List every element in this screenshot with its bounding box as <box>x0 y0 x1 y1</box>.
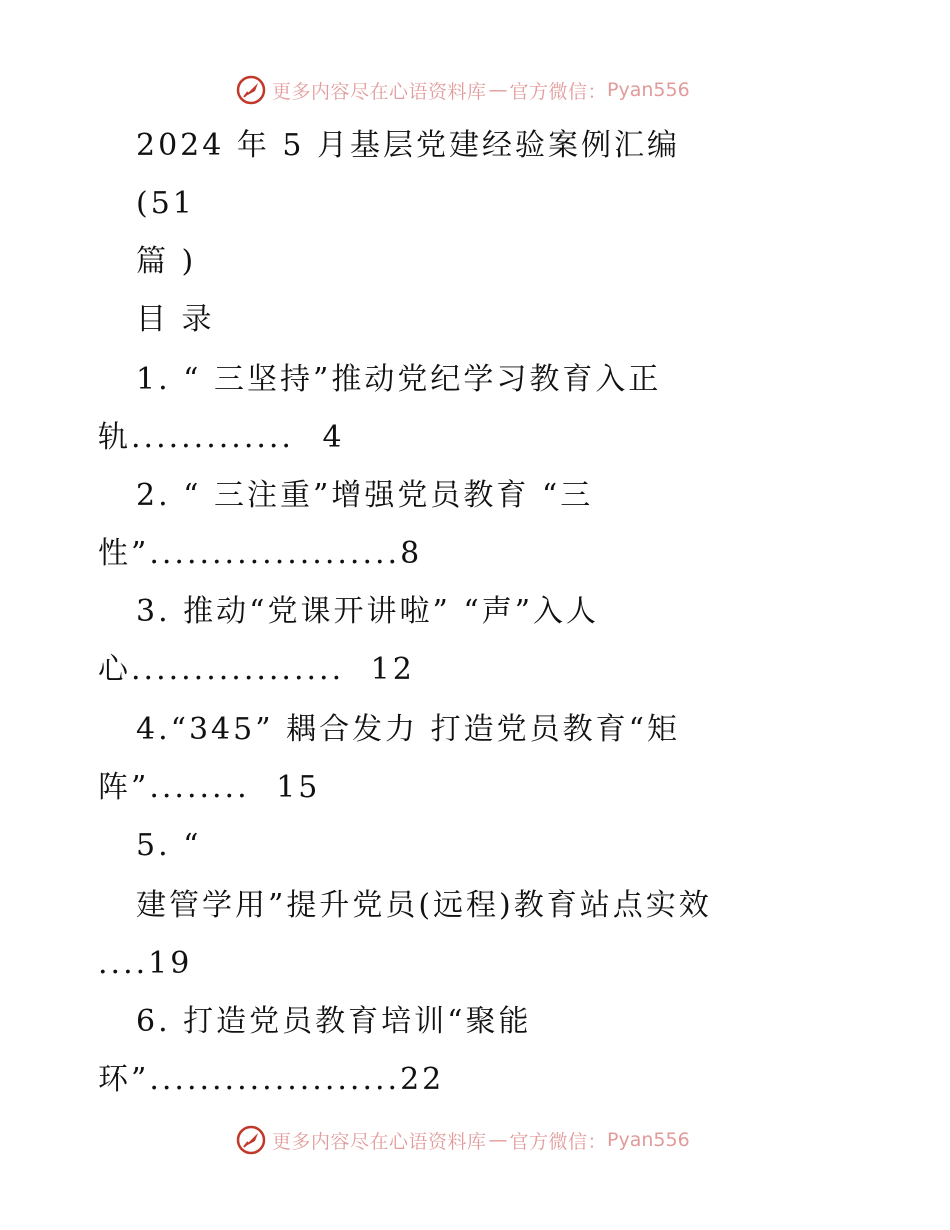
document-title: 2024 年 5 月基层党建经验案例汇编 <box>136 128 681 163</box>
document-count-open: (51 <box>136 186 195 221</box>
toc-item-5-title: 5. “ <box>136 828 202 863</box>
toc-item-6-page: 22 <box>400 1062 445 1097</box>
toc-item-2-continuation: 性”.................... <box>98 536 401 571</box>
toc-item-2-leader <box>98 536 422 572</box>
toc-item-6-leader <box>98 1062 444 1098</box>
quill-logo-icon <box>236 1125 266 1155</box>
quill-logo-icon <box>236 75 266 105</box>
toc-item-3-page: 12 <box>370 652 415 687</box>
toc-item-4-page: 15 <box>276 770 321 805</box>
toc-item-2-page: 8 <box>400 536 423 571</box>
toc-item-3-title: 3. 推动“党课开讲啦” “声”入人 <box>136 594 600 629</box>
watermark-contact-label: 官方微信： <box>509 1130 608 1153</box>
watermark-footer <box>236 1122 756 1158</box>
toc-item-5-title-continued: 建管学用”提升党员(远程)教育站点实效 <box>136 888 712 923</box>
toc-item-1-leader <box>98 420 345 456</box>
watermark-separator: — <box>488 79 508 101</box>
toc-item-4-leader <box>98 770 320 806</box>
toc-item-5-continuation: .... <box>98 946 149 981</box>
toc-item-6-title: 6. 打造党员教育培训“聚能 <box>136 1004 532 1039</box>
watermark-contact-label: 官方微信： <box>509 80 608 103</box>
document-count-close: 篇 ) <box>136 244 197 279</box>
watermark-separator: — <box>488 1129 508 1151</box>
toc-item-3-continuation: 心................. <box>98 652 345 687</box>
toc-item-2-title: 2. “ 三注重”增强党员教育 “三 <box>136 478 594 513</box>
toc-item-5-page: 19 <box>148 946 193 981</box>
toc-item-6-continuation: 环”.................... <box>98 1062 401 1097</box>
watermark-text: 更多内容尽在心语资料库 <box>272 80 487 103</box>
toc-item-1-title: 1. “ 三坚持”推动党纪学习教育入正 <box>136 362 662 397</box>
watermark-text: 更多内容尽在心语资料库 <box>272 1130 487 1153</box>
watermark-contact-id: Pyan556 <box>607 1129 690 1151</box>
toc-item-3-leader <box>98 652 415 688</box>
toc-item-4-title: 4.“345” 耦合发力 打造党员教育“矩 <box>136 712 680 747</box>
watermark-header <box>236 72 756 108</box>
toc-heading: 目 录 <box>136 302 215 337</box>
watermark-contact-id: Pyan556 <box>607 79 690 101</box>
toc-item-1-continuation: 轨............. <box>98 420 294 455</box>
toc-item-5-leader <box>98 946 192 982</box>
toc-item-4-continuation: 阵”........ <box>98 770 250 805</box>
toc-item-1-page: 4 <box>322 420 345 455</box>
